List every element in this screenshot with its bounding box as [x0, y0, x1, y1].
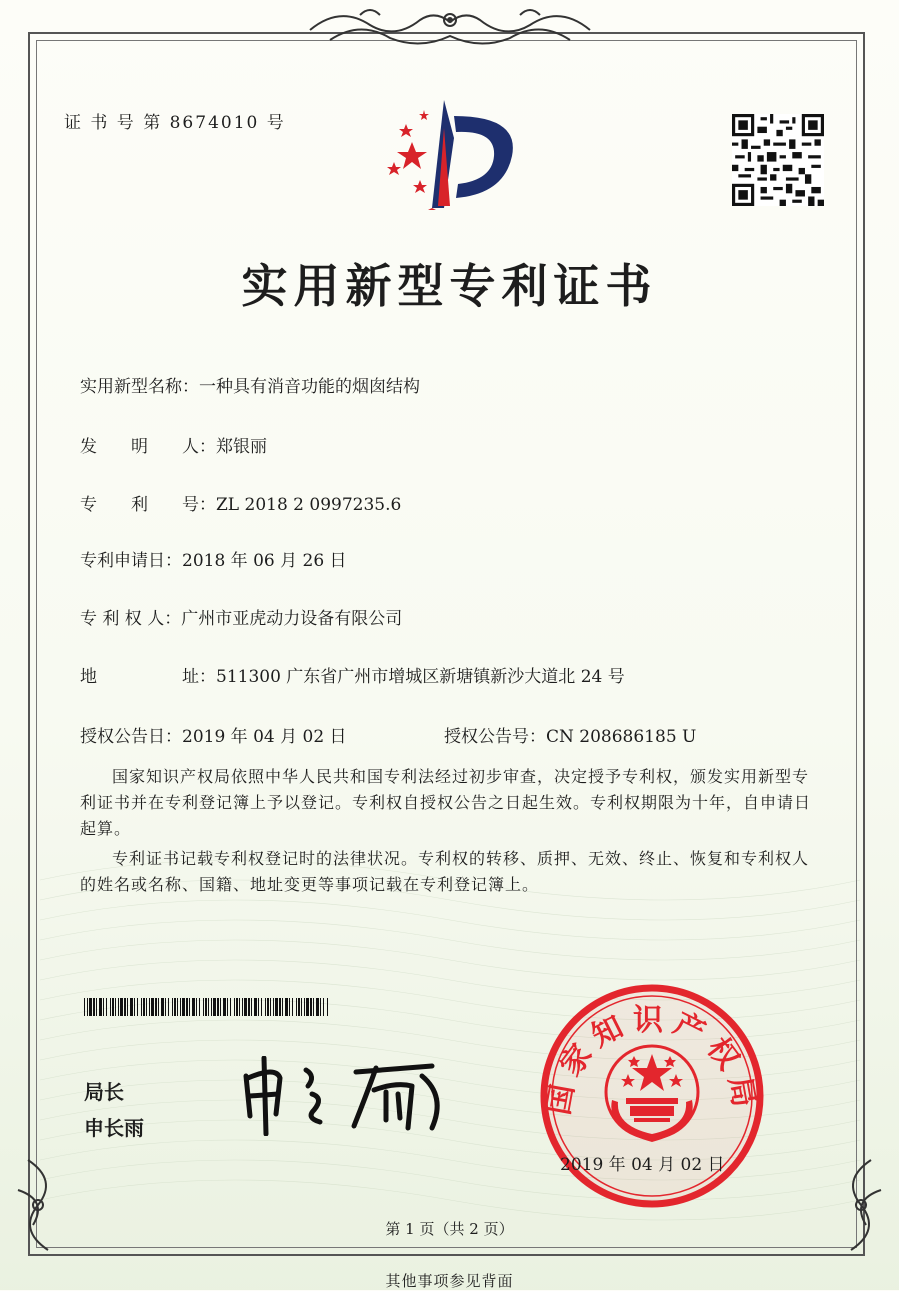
field-value: 一种具有消音功能的烟囱结构	[199, 377, 420, 397]
field-label: 授权公告日：	[80, 727, 182, 747]
official-seal-icon	[536, 980, 768, 1212]
field-utility-model-name	[80, 372, 420, 397]
field-value: CN 208686185 U	[546, 727, 697, 747]
field-value: 广州市亚虎动力设备有限公司	[181, 609, 403, 629]
field-patent-number	[80, 490, 401, 515]
bottom-right-ornament-icon	[811, 1150, 891, 1260]
field-patentee	[80, 604, 402, 629]
field-label: 专 利 号：	[80, 495, 216, 515]
bottom-left-ornament-icon	[8, 1150, 88, 1260]
field-label: 发 明 人：	[80, 437, 216, 457]
field-label: 专利申请日：	[80, 551, 182, 571]
legal-paragraph: 专利证书记载专利权登记时的法律状况。专利权的转移、质押、无效、终止、恢复和专利权人的姓名或名称、国籍、地址变更等事项记载在专利登记簿上。	[80, 849, 810, 894]
field-label: 专 利 权 人：	[80, 609, 182, 629]
certificate-number: 证 书 号 第 8674010 号	[64, 113, 286, 133]
page-indicator: 第 1 页（共 2 页）	[385, 1220, 514, 1238]
field-value: 郑银丽	[216, 437, 267, 457]
certificate-title: 实用新型专利证书	[241, 259, 658, 313]
seal-text: 国家知识产权局	[541, 1002, 763, 1118]
field-application-date	[80, 546, 347, 571]
director-name: 申长雨	[84, 1116, 144, 1140]
field-address	[80, 662, 625, 687]
see-back-note: 其他事项参见背面	[385, 1272, 514, 1290]
barcode-icon	[84, 998, 328, 1016]
field-label: 授权公告号：	[444, 727, 546, 747]
field-grant-date	[80, 722, 347, 747]
top-ornament-icon	[300, 0, 600, 58]
field-label: 地 址：	[80, 667, 216, 687]
legal-paragraph: 国家知识产权局依照中华人民共和国专利法经过初步审查，决定授予专利权，颁发实用新型专利证书并在专利登记簿上予以登记。专利权自授权公告之日起生效。专利权期限为十年，自申请日起算。	[80, 767, 812, 838]
cnipa-logo-icon	[372, 98, 522, 210]
field-value: 511300 广东省广州市增城区新塘镇新沙大道北 24 号	[216, 667, 625, 687]
director-title: 局长	[84, 1080, 124, 1104]
field-value: 2019 年 04 月 02 日	[182, 727, 347, 747]
seal-date: 2019 年 04 月 02 日	[560, 1155, 725, 1175]
field-inventor	[80, 432, 267, 457]
signature-icon	[236, 1056, 456, 1136]
field-label: 实用新型名称：	[80, 377, 199, 397]
field-value: 2018 年 06 月 26 日	[182, 551, 347, 571]
field-grant-number	[444, 722, 696, 747]
field-value: ZL 2018 2 0997235.6	[216, 495, 402, 515]
qr-code-icon[interactable]	[732, 114, 824, 206]
